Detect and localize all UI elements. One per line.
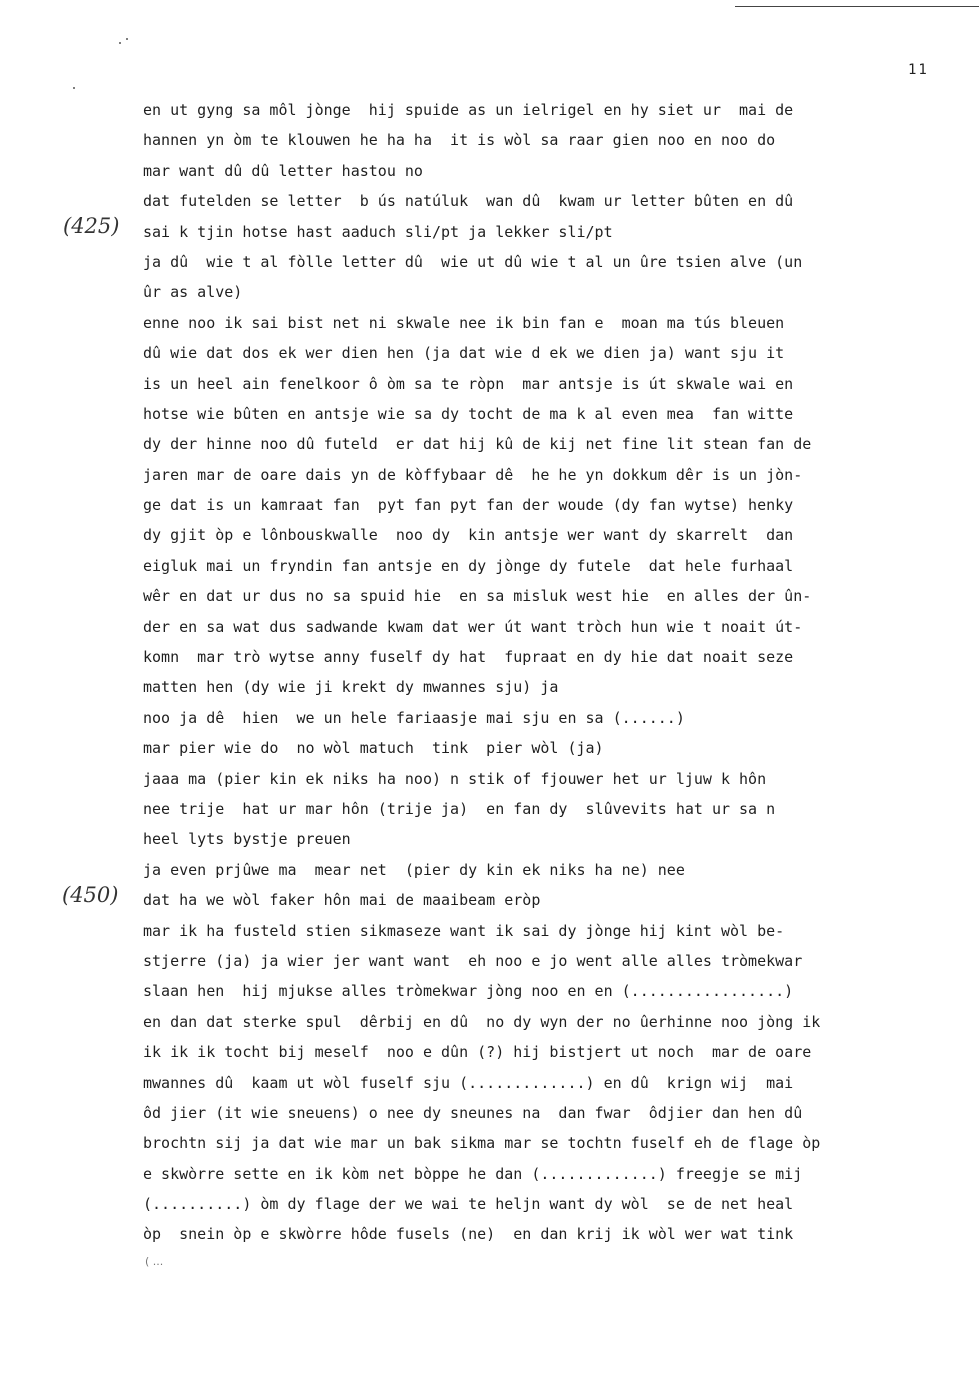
text-line: dat futelden se letter b ús natúluk wan dû kwam ur letter bûten en dû <box>143 192 794 211</box>
page-number: 11 <box>908 62 929 78</box>
text-line: òp snein òp e skwòrre hôde fusels (ne) en dan krij ik wòl wer wat tink <box>143 1225 794 1244</box>
text-line: ja dû wie t al fòlle letter dû wie ut dû wie t al un ûre tsien alve (un <box>143 252 803 271</box>
text-line: wêr en dat ur dus no sa spuid hie en sa misluk west hie en alles der ûn- <box>143 587 812 606</box>
speck <box>119 42 121 44</box>
text-line: dy gjit òp e lônbouskwalle noo dy kin antsje wer want dy skarrelt dan <box>143 526 794 545</box>
top-rule <box>735 6 979 7</box>
text-line: matten hen (dy wie ji krekt dy mwannes sju) ja <box>143 678 559 697</box>
text-line: hotse wie bûten en antsje wie sa dy tocht de ma k al even mea fan witte <box>143 404 794 423</box>
text-line: sai k tjin hotse hast aaduch sli/pt ja lekker sli/pt <box>143 222 613 241</box>
text-line: is un heel ain fenelkoor ô òm sa te ròpn mar antsje is út skwale wai en <box>143 374 794 393</box>
text-line: stjerre (ja) ja wier jer want want eh noo e jo went alle alles tròmekwar <box>143 951 803 970</box>
text-line: slaan hen hij mjukse alles tròmekwar jòng noo en en (.................) <box>143 982 794 1001</box>
text-line: ûr as alve) <box>143 283 243 302</box>
text-line: ja even prjûwe ma mear net (pier dy kin ek niks ha ne) nee <box>143 860 685 879</box>
text-line: noo ja dê hien we un hele fariaasje mai sju en sa (......) <box>143 708 685 727</box>
text-line: e skwòrre sette en ik kòm net bòppe he dan (.............) freegje se mij <box>143 1164 803 1183</box>
text-line: nee trije hat ur mar hôn (trije ja) en fan dy slûvevits hat ur sa n <box>143 799 776 818</box>
text-line: jaaa ma (pier kin ek niks ha noo) n stik of fjouwer het ur ljuw k hôn <box>143 769 767 788</box>
margin-mark-450: (450) <box>62 883 119 907</box>
text-line: hannen yn òm te klouwen he ha ha it is wòl sa raar gien noo en noo do <box>143 131 776 150</box>
speck <box>73 87 75 89</box>
text-line: mar want dû dû letter hastou no <box>143 161 423 180</box>
transcript-body <box>143 95 943 1250</box>
text-line: der en sa wat dus sadwande kwam dat wer út want tròch hun wie t noait út- <box>143 617 803 636</box>
text-line: komn mar trò wytse anny fuself dy hat fupraat en dy hie dat noait seze <box>143 648 794 667</box>
text-line: heel lyts bystje preuen <box>143 830 351 849</box>
text-line: (..........) òm dy flage der we wai te heljn want dy wòl se de net heal <box>143 1195 794 1214</box>
text-line: jaren mar de oare dais yn de kòffybaar dê he he yn dokkum dêr is un jòn- <box>143 465 803 484</box>
text-line: ik ik ik tocht bij meself noo e dûn (?) hij bistjert ut noch mar de oare <box>143 1043 812 1062</box>
text-line: dû wie dat dos ek wer dien hen (ja dat wie d ek we dien ja) want sju it <box>143 344 785 363</box>
text-line: mwannes dû kaam ut wòl fuself sju (.............) en dû krign wij mai <box>143 1073 794 1092</box>
text-line: brochtn sij ja dat wie mar un bak sikma mar se tochtn fuself eh de flage òp <box>143 1134 821 1153</box>
text-line: dat ha we wòl faker hôn mai de maaibeam eròp <box>143 891 541 910</box>
speck <box>126 38 128 40</box>
text-line: en dan dat sterke spul dêrbij en dû no dy wyn der no ûerhinne noo jòng ik <box>143 1012 821 1031</box>
text-line: ôd jier (it wie sneuens) o nee dy sneunes na dan fwar ôdjier dan hen dû <box>143 1103 803 1122</box>
text-line: dy der hinne noo dû futeld er dat hij kû de kij net fine lit stean fan de <box>143 435 812 454</box>
margin-mark-425: (425) <box>63 214 120 238</box>
trailing-mark: ( ... <box>145 1255 164 1268</box>
text-line: ge dat is un kamraat fan pyt fan pyt fan der woude (dy fan wytse) henky <box>143 496 794 515</box>
text-line: en ut gyng sa môl jònge hij spuide as un ielrigel en hy siet ur mai de <box>143 101 794 119</box>
text-line: enne noo ik sai bist net ni skwale nee ik bin fan e moan ma tús bleuen <box>143 313 785 332</box>
text-line: eigluk mai un fryndin fan antsje en dy jònge dy futele dat hele furhaal <box>143 556 794 575</box>
text-line: mar ik ha fusteld stien sikmaseze want ik sai dy jònge hij kint wòl be- <box>143 921 785 940</box>
text-line: mar pier wie do no wòl matuch tink pier wòl (ja) <box>143 739 604 758</box>
